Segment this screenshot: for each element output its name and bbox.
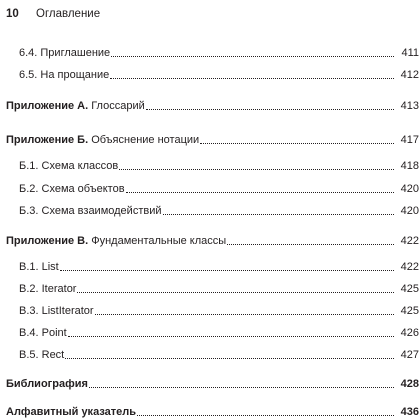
appendix-title: Объяснение нотации [91, 134, 200, 146]
toc-page-number: 413 [400, 100, 419, 112]
dot-leader [60, 270, 394, 271]
toc-entry-b-3[interactable] [0, 202, 420, 218]
toc-entry-title: Б.3. Схема взаимодействий [19, 205, 162, 217]
toc-entry-title: В.3. ListIterator [19, 305, 94, 317]
toc-entry-v-5[interactable] [0, 346, 420, 362]
dot-leader [95, 314, 394, 315]
toc-entry-title: Б.1. Схема классов [19, 160, 119, 172]
toc-entry-title: 6.5. На прощание [19, 69, 110, 81]
toc-entry-title: В.4. Point [19, 327, 67, 339]
dot-leader [65, 358, 394, 359]
toc-page-number: 411 [401, 47, 419, 59]
toc-entry-v-4[interactable] [0, 324, 420, 340]
toc-entry-title [6, 234, 226, 248]
dot-leader [146, 109, 394, 110]
toc-page-number: 436 [400, 406, 419, 418]
appendix-label: Приложение В. [6, 235, 89, 247]
toc-entry-b-2[interactable] [0, 180, 420, 196]
toc-entry-title [6, 133, 199, 147]
running-header [6, 7, 100, 21]
toc-page-number: 426 [400, 327, 419, 339]
toc-entry-title: В.1. List [19, 261, 59, 273]
toc-entry-b-1[interactable] [0, 157, 420, 173]
dot-leader [111, 56, 394, 57]
dot-leader [68, 336, 394, 337]
dot-leader [119, 169, 394, 170]
appendix-title: Глоссарий [91, 100, 145, 112]
toc-page-number: 412 [400, 69, 419, 81]
toc-entry-6-5[interactable] [0, 66, 420, 82]
toc-entry-appendix-b[interactable] [0, 131, 420, 147]
toc-entry-v-1[interactable] [0, 258, 420, 274]
appendix-label: Приложение А. [6, 100, 89, 112]
page-number: 10 [6, 8, 19, 20]
toc-entry-v-2[interactable] [0, 280, 420, 296]
dot-leader [200, 143, 394, 144]
appendix-title: Фундаментальные классы [91, 235, 227, 247]
toc-page-number: 422 [400, 261, 419, 273]
dot-leader [110, 78, 394, 79]
toc-entry-v-3[interactable] [0, 302, 420, 318]
toc-entry-6-4[interactable] [0, 44, 420, 60]
appendix-label: Приложение Б. [6, 134, 89, 146]
toc-entry-title: В.2. Iterator [19, 283, 77, 295]
toc-entry-appendix-a[interactable] [0, 97, 420, 113]
toc-page-number: 418 [400, 160, 419, 172]
dot-leader [163, 214, 395, 215]
toc-entry-title: Б.2. Схема объектов [19, 183, 125, 195]
toc-page-number: 425 [400, 305, 419, 317]
toc-entry-title [6, 99, 145, 113]
toc-page-number: 427 [400, 349, 419, 361]
toc-page-number: 422 [400, 235, 419, 247]
toc-page-number: 425 [400, 283, 419, 295]
toc-entry-bibliography[interactable] [0, 375, 420, 391]
toc-page-number: 428 [400, 378, 419, 390]
toc-entry-title: В.5. Rect [19, 349, 65, 361]
running-title: Оглавление [36, 8, 101, 20]
dot-leader [227, 244, 394, 245]
dot-leader [77, 292, 394, 293]
dot-leader [89, 387, 394, 388]
toc-page-number: 420 [400, 183, 419, 195]
toc-entry-title: Алфавитный указатель [6, 406, 137, 418]
dot-leader [137, 415, 394, 416]
toc-entry-index[interactable] [0, 403, 420, 419]
toc-entry-title: Библиография [6, 378, 88, 390]
toc-page-number: 420 [400, 205, 419, 217]
toc-entry-title: 6.4. Приглашение [19, 47, 111, 59]
dot-leader [126, 192, 394, 193]
toc-page-number: 417 [400, 134, 419, 146]
toc-entry-appendix-v[interactable] [0, 232, 420, 248]
